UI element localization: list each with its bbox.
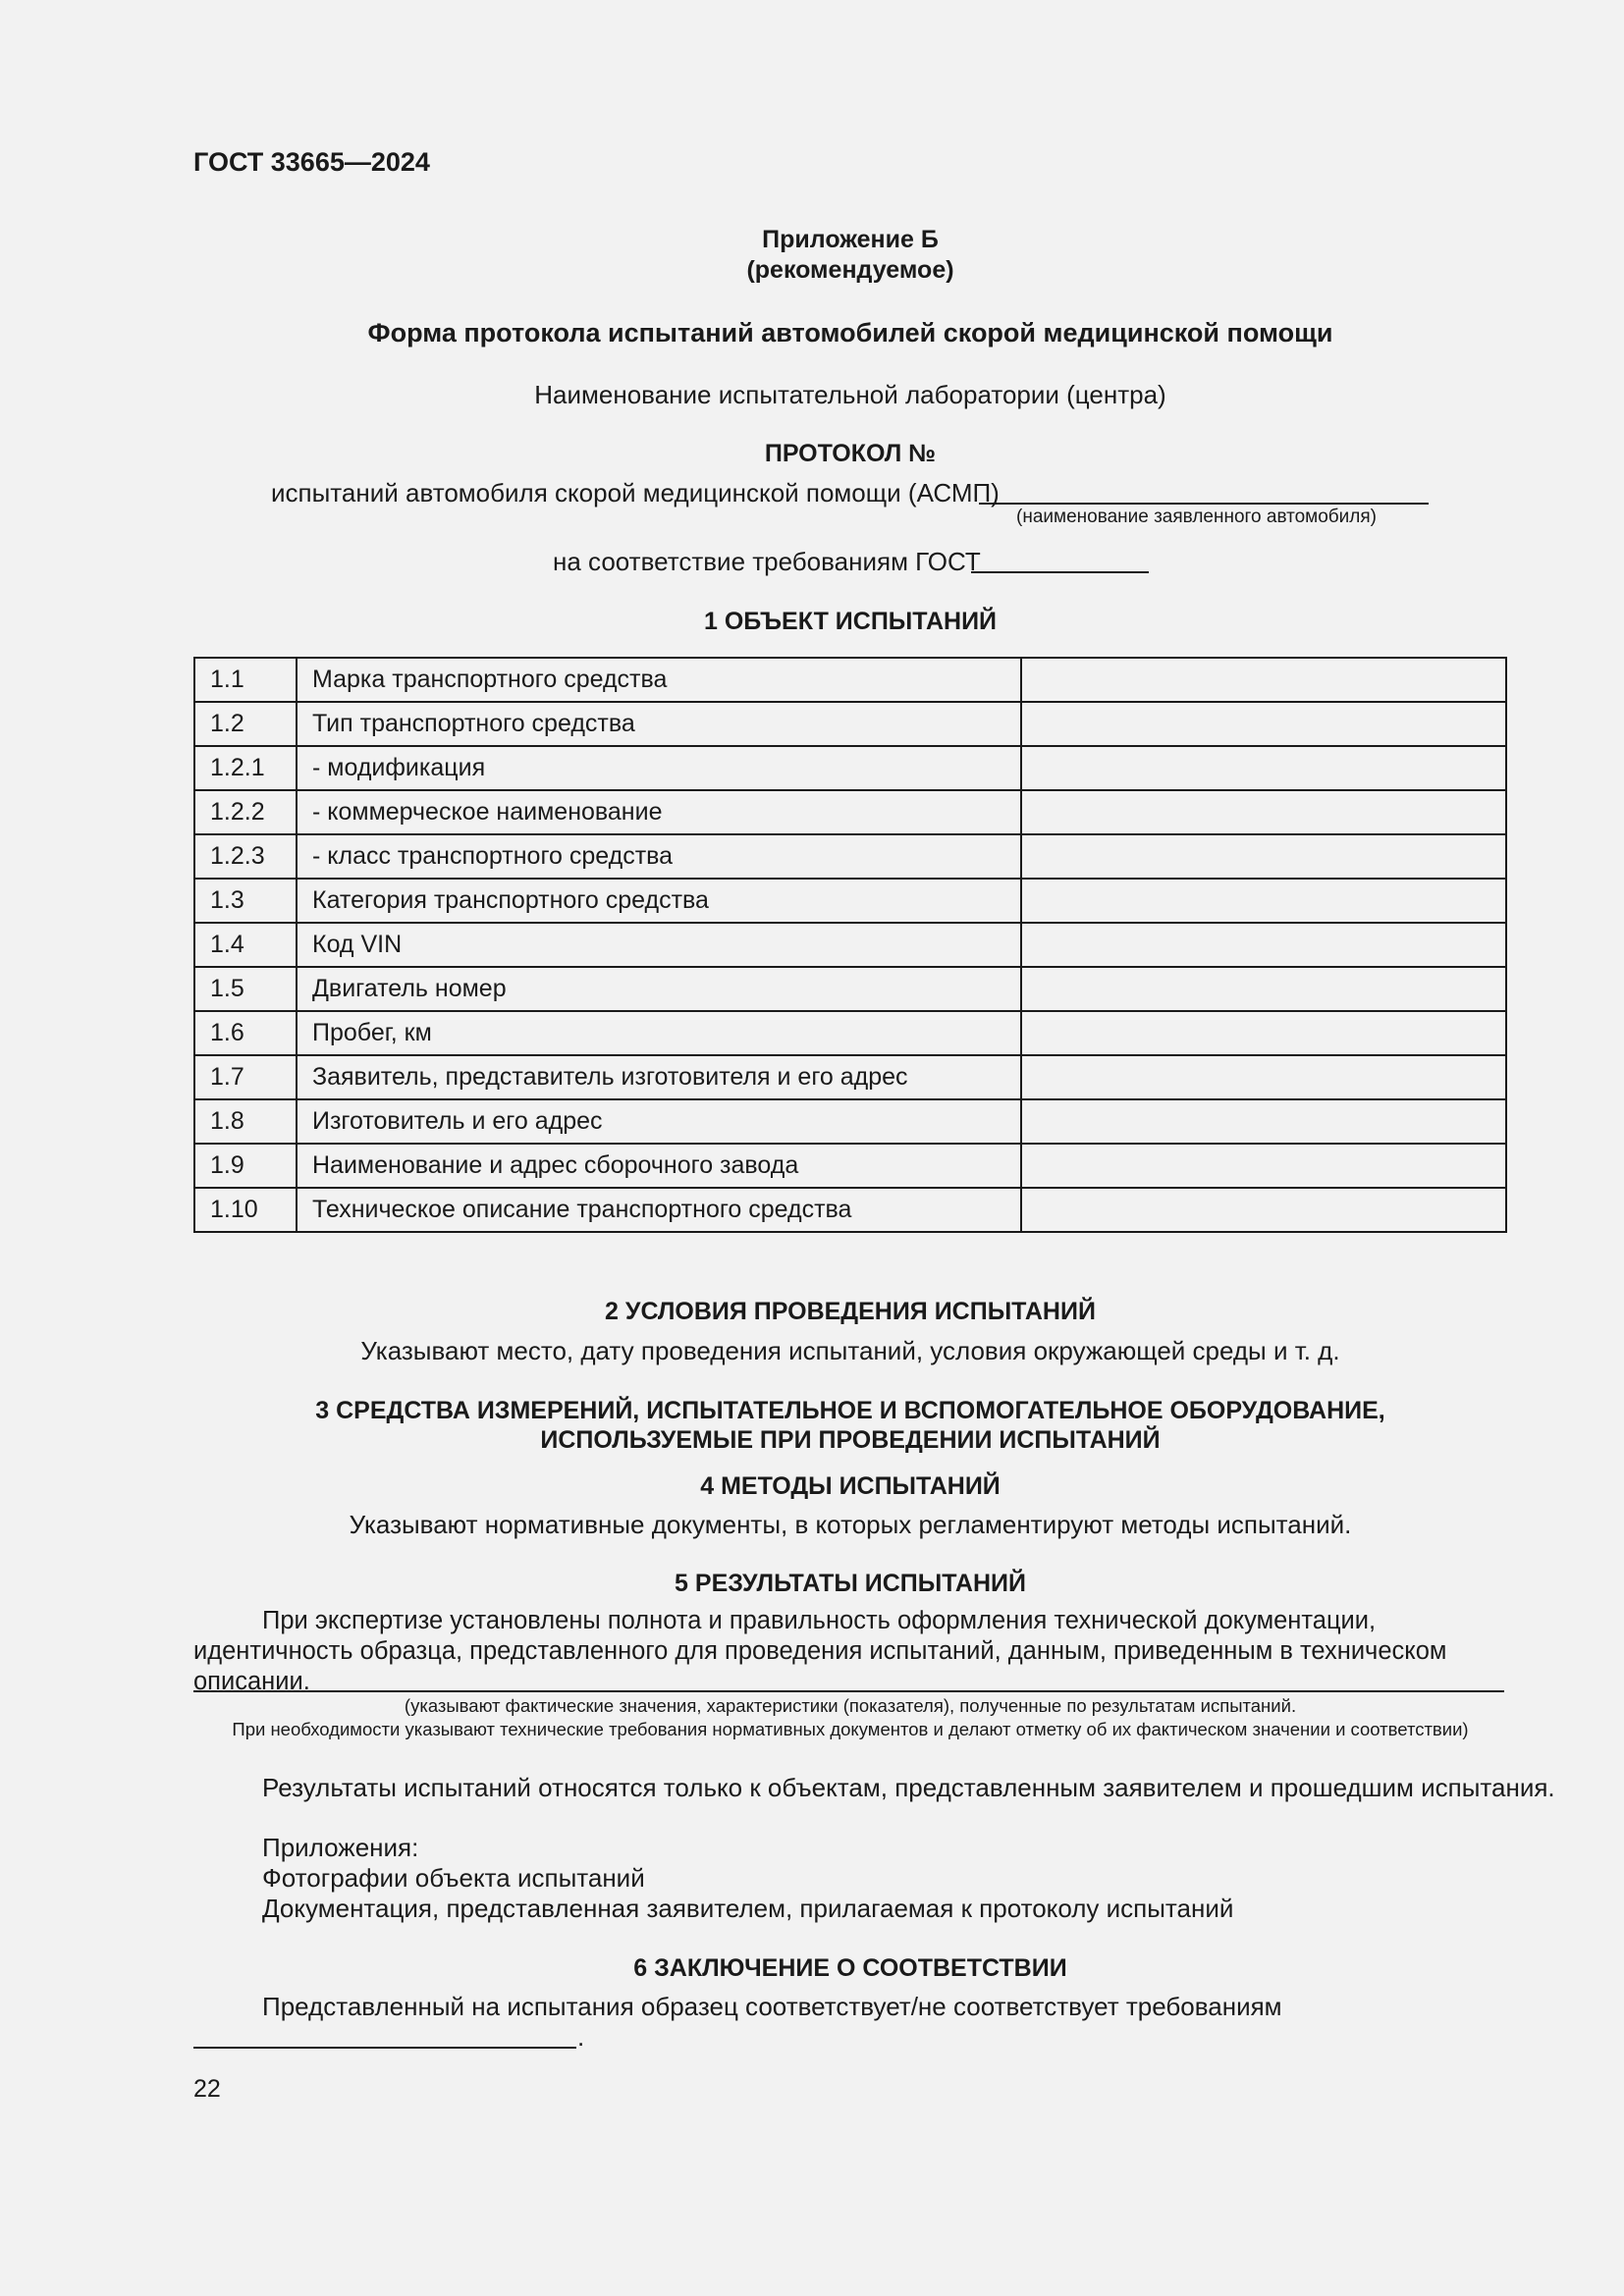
row-value-cell xyxy=(1021,879,1506,923)
table-row xyxy=(194,1188,1506,1232)
row-characteristic: Марка транспортного средства xyxy=(297,658,1021,702)
results-note-line1: (указывают фактические значения, характеристики (показателя), полученные по результатам испытаний. xyxy=(404,1695,1297,1716)
section6-title: 6 ЗАКЛЮЧЕНИЕ О СООТВЕТСТВИИ xyxy=(633,1954,1067,1982)
appendix-title: Приложение Б xyxy=(762,226,939,253)
row-number: 1.9 xyxy=(194,1144,297,1188)
row-value-cell xyxy=(1021,967,1506,1011)
conclusion-end-mark: . xyxy=(577,2022,585,2052)
row-value-cell xyxy=(1021,1055,1506,1099)
section2-title: 2 УСЛОВИЯ ПРОВЕДЕНИЯ ИСПЫТАНИЙ xyxy=(605,1298,1096,1325)
row-characteristic: Категория транспортного средства xyxy=(297,879,1021,923)
row-value-cell xyxy=(1021,923,1506,967)
results-note-line2: При необходимости указывают технические требования нормативных документов и делают отметку об их фактическом значении и соответствии) xyxy=(232,1719,1469,1739)
table-row xyxy=(194,1144,1506,1188)
section6-text: Представленный на испытания образец соответствует/не соответствует требованиям xyxy=(262,1992,1282,2021)
row-number: 1.5 xyxy=(194,967,297,1011)
table-row xyxy=(194,879,1506,923)
results-scope: Результаты испытаний относятся только к объектам, представленным заявителем и прошедшим испытания. xyxy=(262,1773,1555,1802)
row-number: 1.1 xyxy=(194,658,297,702)
row-characteristic: Заявитель, представитель изготовителя и его адрес xyxy=(297,1055,1021,1099)
row-value-cell xyxy=(1021,790,1506,834)
row-value-cell xyxy=(1021,1011,1506,1055)
row-characteristic: Пробег, км xyxy=(297,1011,1021,1055)
row-characteristic: - класс транспортного средства xyxy=(297,834,1021,879)
vehicle-name-hint: (наименование заявленного автомобиля) xyxy=(1016,507,1378,527)
compliance-text: на соответствие требованиям ГОСТ xyxy=(553,547,981,576)
row-number: 1.2.1 xyxy=(194,746,297,790)
row-number: 1.6 xyxy=(194,1011,297,1055)
row-characteristic: Код VIN xyxy=(297,923,1021,967)
row-value-cell xyxy=(1021,834,1506,879)
gost-number-blank xyxy=(971,571,1149,573)
row-characteristic: Тип транспортного средства xyxy=(297,702,1021,746)
row-characteristic: Наименование и адрес сборочного завода xyxy=(297,1144,1021,1188)
table-row xyxy=(194,923,1506,967)
row-value-cell xyxy=(1021,1144,1506,1188)
section3-title-line2: ИСПОЛЬЗУЕМЫЕ ПРИ ПРОВЕДЕНИИ ИСПЫТАНИЙ xyxy=(540,1426,1161,1454)
table-row xyxy=(194,1055,1506,1099)
section4-title: 4 МЕТОДЫ ИСПЫТАНИЙ xyxy=(700,1472,1001,1500)
row-value-cell xyxy=(1021,658,1506,702)
row-characteristic: Двигатель номер xyxy=(297,967,1021,1011)
row-characteristic: - коммерческое наименование xyxy=(297,790,1021,834)
section4-text: Указывают нормативные документы, в которых регламентируют методы испытаний. xyxy=(349,1510,1352,1539)
attachment-documents: Документация, представленная заявителем, прилагаемая к протоколу испытаний xyxy=(262,1894,1234,1923)
section5-title: 5 РЕЗУЛЬТАТЫ ИСПЫТАНИЙ xyxy=(675,1570,1026,1597)
row-number: 1.2.3 xyxy=(194,834,297,879)
lab-name: Наименование испытательной лаборатории (центра) xyxy=(534,380,1166,409)
row-characteristic: Изготовитель и его адрес xyxy=(297,1099,1021,1144)
row-number: 1.7 xyxy=(194,1055,297,1099)
test-object-table xyxy=(193,657,1507,1233)
row-value-cell xyxy=(1021,746,1506,790)
table-row xyxy=(194,1099,1506,1144)
requirements-blank xyxy=(193,2047,576,2049)
table-row xyxy=(194,967,1506,1011)
document-code: ГОСТ 33665—2024 xyxy=(193,147,430,177)
attachment-photos: Фотографии объекта испытаний xyxy=(262,1863,645,1893)
row-value-cell xyxy=(1021,702,1506,746)
vehicle-name-blank xyxy=(979,503,1429,505)
table-row xyxy=(194,746,1506,790)
section1-title: 1 ОБЪЕКТ ИСПЫТАНИЙ xyxy=(703,608,998,635)
row-characteristic: Техническое описание транспортного средства xyxy=(297,1188,1021,1232)
section3-title-line1: 3 СРЕДСТВА ИЗМЕРЕНИЙ, ИСПЫТАТЕЛЬНОЕ И ВСПОМОГАТЕЛЬНОЕ ОБОРУДОВАНИЕ, xyxy=(315,1397,1385,1424)
table-row xyxy=(194,834,1506,879)
protocol-title: ПРОТОКОЛ № xyxy=(764,440,937,467)
table-row xyxy=(194,1011,1506,1055)
attachments-title: Приложения: xyxy=(262,1833,419,1862)
row-number: 1.4 xyxy=(194,923,297,967)
row-number: 1.10 xyxy=(194,1188,297,1232)
row-value-cell xyxy=(1021,1188,1506,1232)
table-row xyxy=(194,658,1506,702)
page-number: 22 xyxy=(193,2075,221,2103)
table-row xyxy=(194,790,1506,834)
section2-text: Указывают место, дату проведения испытаний, условия окружающей среды и т. д. xyxy=(360,1336,1340,1365)
row-number: 1.3 xyxy=(194,879,297,923)
section5-text: При экспертизе установлены полнота и правильность оформления технической документации, идентичность образца, представленного для проведения испытаний, данным, приведенным в техническом описании. xyxy=(193,1607,1447,1695)
results-blank xyxy=(193,1690,1504,1692)
appendix-status: (рекомендуемое) xyxy=(746,256,954,284)
protocol-subject: испытаний автомобиля скорой медицинской помощи (АСМП) xyxy=(271,478,1000,507)
row-number: 1.2.2 xyxy=(194,790,297,834)
form-title: Форма протокола испытаний автомобилей скорой медицинской помощи xyxy=(367,318,1333,347)
table-row xyxy=(194,702,1506,746)
row-number: 1.2 xyxy=(194,702,297,746)
row-value-cell xyxy=(1021,1099,1506,1144)
row-characteristic: - модификация xyxy=(297,746,1021,790)
row-number: 1.8 xyxy=(194,1099,297,1144)
